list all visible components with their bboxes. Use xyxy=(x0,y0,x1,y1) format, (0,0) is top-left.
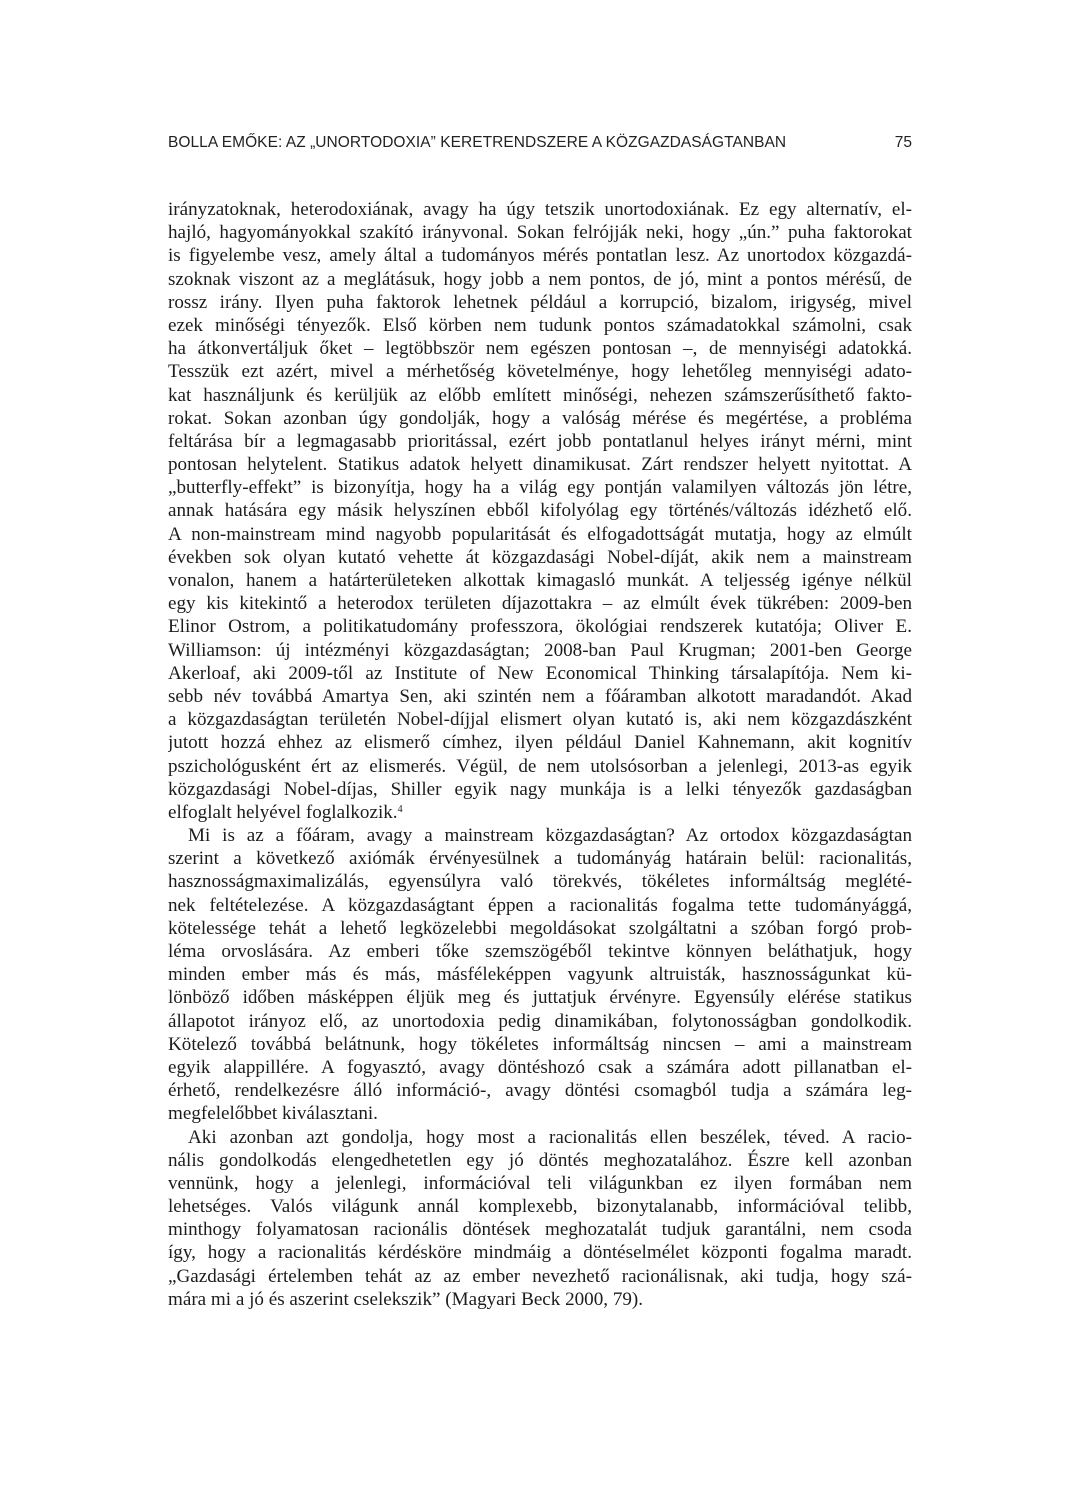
paragraph xyxy=(168,824,912,1125)
text-line: jutott hozzá ehhez az elismerő címhez, ilyen például Daniel Kahnemann, akit kognitív xyxy=(168,732,912,754)
text-line: Kötelező továbbá belátnunk, hogy tökéletes informáltság nincsen – ami a mainstream xyxy=(168,1033,912,1055)
text-line: megfelelőbbet kiválasztani. xyxy=(168,1103,378,1125)
text-line: hasznosságmaximalizálás, egyensúlyra való törekvés, tökéletes informáltság meglété- xyxy=(168,871,912,893)
text-line: vonalon, hanem a határterületeken alkottak kimagasló munkát. A teljesség igénye nélkül xyxy=(168,570,912,591)
text-line: minden ember más és más, másféleképpen vagyunk altruisták, hasznosságunkat kü- xyxy=(168,964,912,986)
text-line: sebb név továbbá Amartya Sen, aki szintén nem a főáramban alkotott maradandót. Akad xyxy=(168,685,912,707)
text-line: Akerloaf, aki 2009-től az Institute of New Economical Thinking társalapítója. Nem ki- xyxy=(168,662,912,684)
text-line: Tesszük ezt azért, mivel a mérhetőség követelménye, hogy lehetőleg mennyiségi adato- xyxy=(168,361,912,383)
text-line: egy kis kitekintő a heterodox területen díjazottakra – az elmúlt évek tükrében: 2009-ben xyxy=(168,593,912,615)
text-line: közgazdasági Nobel-díjas, Shiller egyik nagy munkája is a lelki tényezők gazdaságban xyxy=(168,778,912,800)
text-line: minthogy folyamatosan racionális döntések meghozatalát tudjuk garantálni, nem csoda xyxy=(168,1219,912,1241)
text-line: ezek minőségi tényezők. Első körben nem tudunk pontos számadatokkal számolni, csak xyxy=(168,314,912,336)
text-line: nek feltételezése. A közgazdaságtant éppen a racionalitás fogalma tette tudományággá, xyxy=(168,894,912,916)
running-header xyxy=(168,134,912,158)
text-line: rokat. Sokan azonban úgy gondolják, hogy a valóság mérése és megértése, a probléma xyxy=(168,407,912,429)
running-title: BOLLA EMŐKE: AZ „UNORTODOXIA” KERETRENDSZERE A KÖZGAZDASÁGTANBAN xyxy=(168,134,787,151)
text-line: is figyelembe vesz, amely által a tudományos mérés pontatlan lesz. Az unortodox közgazdá- xyxy=(168,245,912,267)
text-line: lönböző időben másképpen éljük meg és juttatjuk érvényre. Egyensúly elérése statikus xyxy=(168,987,912,1009)
text-line: állapotot irányoz elő, az unortodoxia pedig dinamikában, folytonosságban gondolkodik. xyxy=(168,1010,912,1032)
text-line: kat használjunk és kerüljük az előbb említett minőségi, nehezen számszerűsíthető fakto- xyxy=(168,384,912,406)
text-line: szerint a következő axiómák érvényesülnek a tudományág határain belül: racionalitás, xyxy=(168,848,912,870)
text-line: ha átkonvertáljuk őket – legtöbbször nem egészen pontosan –, de mennyiségi adatokká. xyxy=(168,338,912,360)
text-line: léma orvoslására. Az emberi tőke szemszögéből tekintve könnyen beláthatjuk, hogy xyxy=(168,941,912,962)
text-line: irányzatoknak, heterodoxiának, avagy ha úgy tetszik unortodoxiának. Ez egy alternatív, el- xyxy=(168,199,912,220)
text-line: pontosan helytelent. Statikus adatok helyett dinamikusat. Zárt rendszer helyett nyitottat. A xyxy=(168,454,912,476)
text-line: szoknak viszont az a meglátásuk, hogy jobb a nem pontos, de jó, mint a pontos mérésű, de xyxy=(168,268,912,290)
text-line: a közgazdaságtan területén Nobel-díjjal elismert olyan kutató is, aki nem közgazdászként xyxy=(168,709,912,731)
paragraph xyxy=(168,1126,912,1312)
text-line: Williamson: új intézményi közgazdaságtan; 2008-ban Paul Krugman; 2001-ben George xyxy=(168,639,912,661)
text-line: nális gondolkodás elengedhetetlen egy jó döntés meghozatalához. Észre kell azonban xyxy=(168,1149,912,1171)
text-line: „butterfly-effekt” is bizonyítja, hogy ha a világ egy pontján valamilyen változás jön létre, xyxy=(168,477,912,499)
text-line: „Gazdasági értelemben tehát az az ember nevezhető racionálisnak, aki tudja, hogy szá- xyxy=(168,1265,912,1287)
paragraph xyxy=(168,198,912,824)
text-line: A non-mainstream mind nagyobb popularitását és elfogadottságát mutatja, hogy az elmúlt xyxy=(168,523,912,545)
text-line: hajló, hagyományokkal szakító irányvonal. Sokan felrójják neki, hogy „ún.” puha faktorokat xyxy=(168,222,912,244)
text-line: Elinor Ostrom, a politikatudomány professzora, ökológiai rendszerek kutatója; Oliver E. xyxy=(168,616,912,638)
text-line: egyik alappillére. A fogyasztó, avagy döntéshozó csak a számára adott pillanatban el- xyxy=(168,1056,912,1078)
page-number: 75 xyxy=(894,134,912,151)
text-line: években sok olyan kutató vehette át közgazdasági Nobel-díját, akik nem a mainstream xyxy=(168,546,912,568)
text-line: mára mi a jó és aszerint cselekszik” (Magyari Beck 2000, 79). xyxy=(168,1288,644,1310)
text-line: rossz irány. Ilyen puha faktorok lehetnek például a korrupció, bizalom, irigység, mivel xyxy=(168,291,912,313)
body-text xyxy=(168,198,912,1311)
text-line: Mi is az a főáram, avagy a mainstream közgazdaságtan? Az ortodox közgazdaságtan xyxy=(188,825,912,847)
text-line: pszichológusként ért az elismerés. Végül, de nem utolsósorban a jelenlegi, 2013-as egyik xyxy=(168,755,912,777)
text-line: kötelessége tehát a lehető legközelebbi megoldásokat szolgáltatni a szóban forgó prob- xyxy=(168,917,912,939)
text-line: annak hatására egy másik helyszínen ebből kifolyólag egy történés/változás idézhető elő. xyxy=(168,500,912,522)
footnote-marker[interactable]: 4 xyxy=(397,803,403,815)
text-line: lehetséges. Valós világunk annál komplexebb, bizonytalanabb, információval telibb, xyxy=(168,1196,912,1218)
text-line: Aki azonban azt gondolja, hogy most a racionalitás ellen beszélek, téved. A racio- xyxy=(188,1126,912,1148)
text-line: feltárása bír a legmagasabb prioritással, ezért jobb pontatlanul helyes irányt mérni, mint xyxy=(168,430,912,452)
text-line: vennünk, hogy a jelenlegi, információval teli világunkban ez ilyen formában nem xyxy=(168,1172,912,1194)
text-line: érhető, rendelkezésre álló információ-, avagy döntési csomagból tudja a számára leg- xyxy=(168,1080,912,1102)
text-line: elfoglalt helyével foglalkozik.$^4$ xyxy=(168,801,403,823)
text-line: így, hogy a racionalitás kérdésköre mindmáig a döntéselmélet központi fogalma maradt. xyxy=(168,1242,912,1264)
